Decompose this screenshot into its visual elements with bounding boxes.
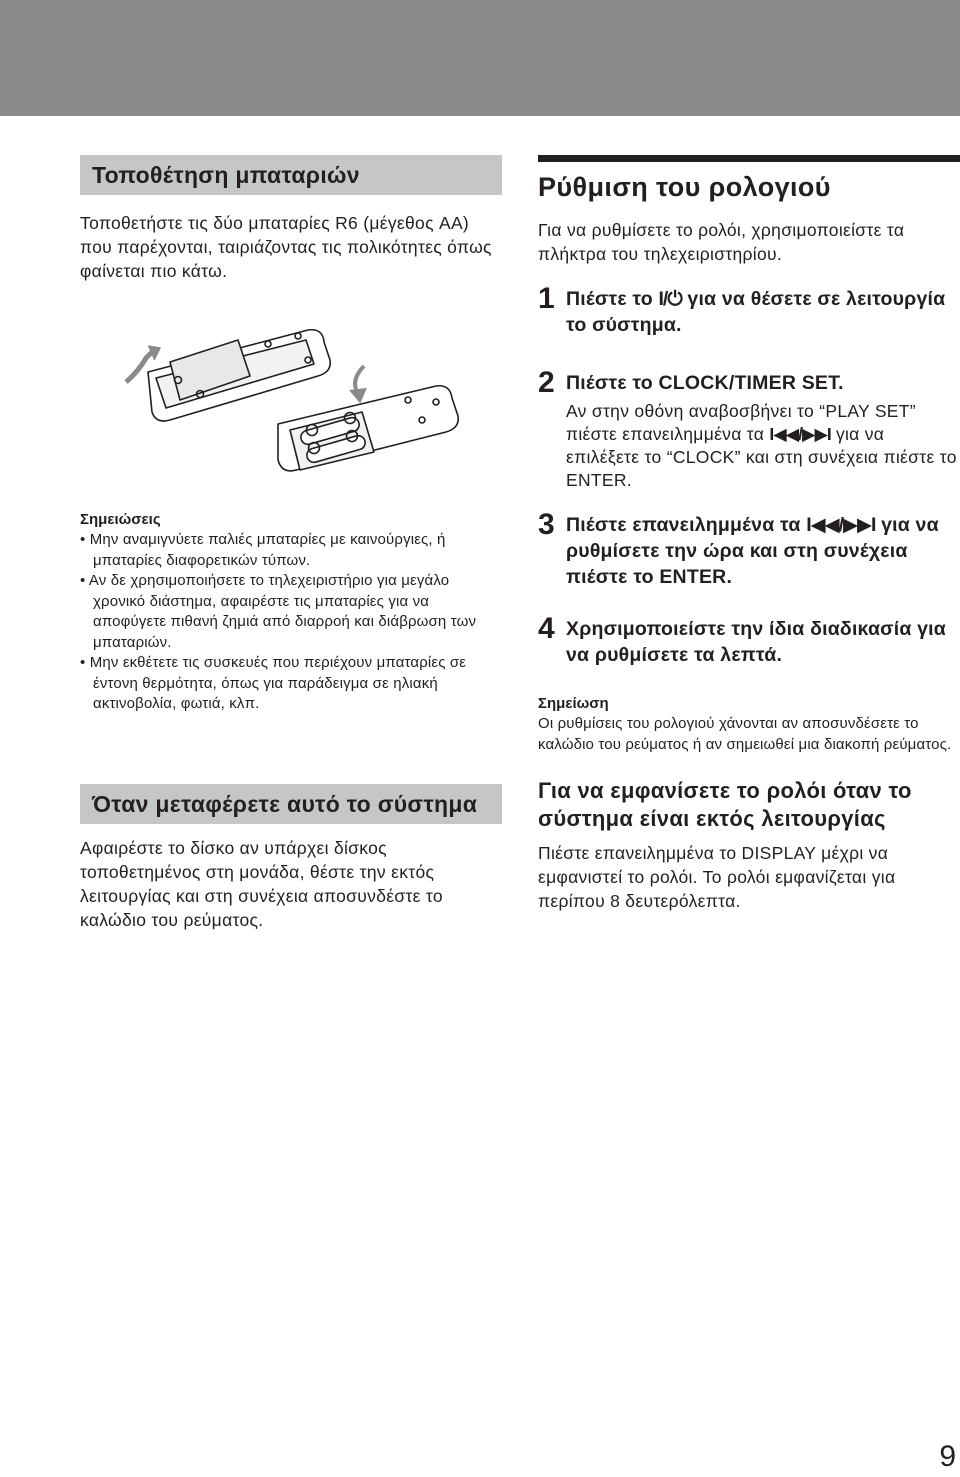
step-text: Χρησιμοποιείστε την ίδια διαδικασία για να ρυθμίσετε τα λεπτά. [566,618,946,666]
step-text: Πιέστε το CLOCK/TIMER SET. [566,372,844,394]
step-text: Πιέστε επανειλημμένα τα I◀◀/▶▶I για να ρυθμίσετε την ώρα και στη συνέχεια πιέστε το ENTER. [566,514,939,588]
note-item: • Αν δε χρησιμοποιήσετε το τηλεχειριστήριο για μεγάλο χρονικό διάστημα, αφαιρέστε τις μπαταρίες για να αποφύγετε πιθανή ζημιά από διαρροή και διάβρωση των μπαταριών. [80,572,477,651]
step-3 [538,508,960,590]
remote-battery-illustration [118,320,463,500]
step-number: 2 [538,366,555,399]
display-text: Πιέστε επανειλημμένα το DISPLAY μέχρι να εμφανιστεί το ρολόι. Το ρολόι εμφανίζεται για περίπου 8 δευτερόλεπτα. [538,843,896,911]
battery-notes [80,510,502,715]
step-number: 4 [538,612,555,645]
power-icon: I/⏻ [658,288,682,310]
transport-section [80,784,502,932]
note-item: • Μην αναμιγνύετε παλιές μπαταρίες με καινούργιες, ή μπαταρίες διαφορετικών τύπων. [80,531,446,569]
clock-intro: Για να ρυθμίσετε το ρολόι, χρησιμοποιείστε τα πλήκτρα του τηλεχειριστηρίου. [538,220,905,264]
note-title: Σημείωση [538,695,609,712]
battery-instructions: Τοποθετήστε τις δύο μπαταρίες R6 (μέγεθος AA) που παρέχονται, ταιριάζοντας τις πολικότητες όπως φαίνεται πιο κάτω. [80,213,492,281]
transport-heading: Όταν μεταφέρετε αυτό το σύστημα [80,784,502,824]
battery-heading: Τοποθέτηση μπαταριών [80,155,502,195]
notes-title: Σημειώσεις [80,511,161,528]
step-2 [538,366,960,492]
clock-heading-block [538,155,960,206]
clock-note [538,694,960,755]
step-number: 3 [538,508,555,541]
clock-heading: Ρύθμιση του ρολογιού [538,172,831,202]
step-text: Πιέστε το I/⏻ για να θέσετε σε λειτουργία το σύστημα. [566,288,946,336]
step-1 [538,282,960,338]
page-number: 9 [939,1440,956,1473]
left-column [80,155,502,283]
skip-prev-next-icon: I◀◀/▶▶I [806,514,876,536]
step-number: 1 [538,282,555,315]
display-heading: Για να εμφανίσετε το ρολόι όταν το σύστημα είναι εκτός λειτουργίας [538,778,912,831]
right-column [538,155,960,913]
header-bar [0,0,960,116]
skip-prev-next-icon: I◀◀/▶▶I [769,424,831,444]
transport-text: Αφαιρέστε το δίσκο αν υπάρχει δίσκος τοποθετημένος στη μονάδα, θέστε την εκτός λειτουργίας και στη συνέχεια αποσυνδέστε το καλώδιο του ρεύματος. [80,838,443,930]
step-2-detail: Αν στην οθόνη αναβοσβήνει το “PLAY SET” πιέστε επανειλημμένα τα I◀◀/▶▶I για να επιλέξετε το “CLOCK” και στη συνέχεια πιέστε το ENTER. [566,401,957,490]
step-4 [538,612,960,668]
note-text: Οι ρυθμίσεις του ρολογιού χάνονται αν αποσυνδέσετε το καλώδιο του ρεύματος ή αν σημειωθεί μια διακοπή ρεύματος. [538,715,952,753]
note-item: • Μην εκθέτετε τις συσκευές που περιέχουν μπαταρίες σε έντονη θερμότητα, όπως για παράδειγμα σε ηλιακή ακτινοβολία, φωτιά, κλπ. [80,654,467,712]
